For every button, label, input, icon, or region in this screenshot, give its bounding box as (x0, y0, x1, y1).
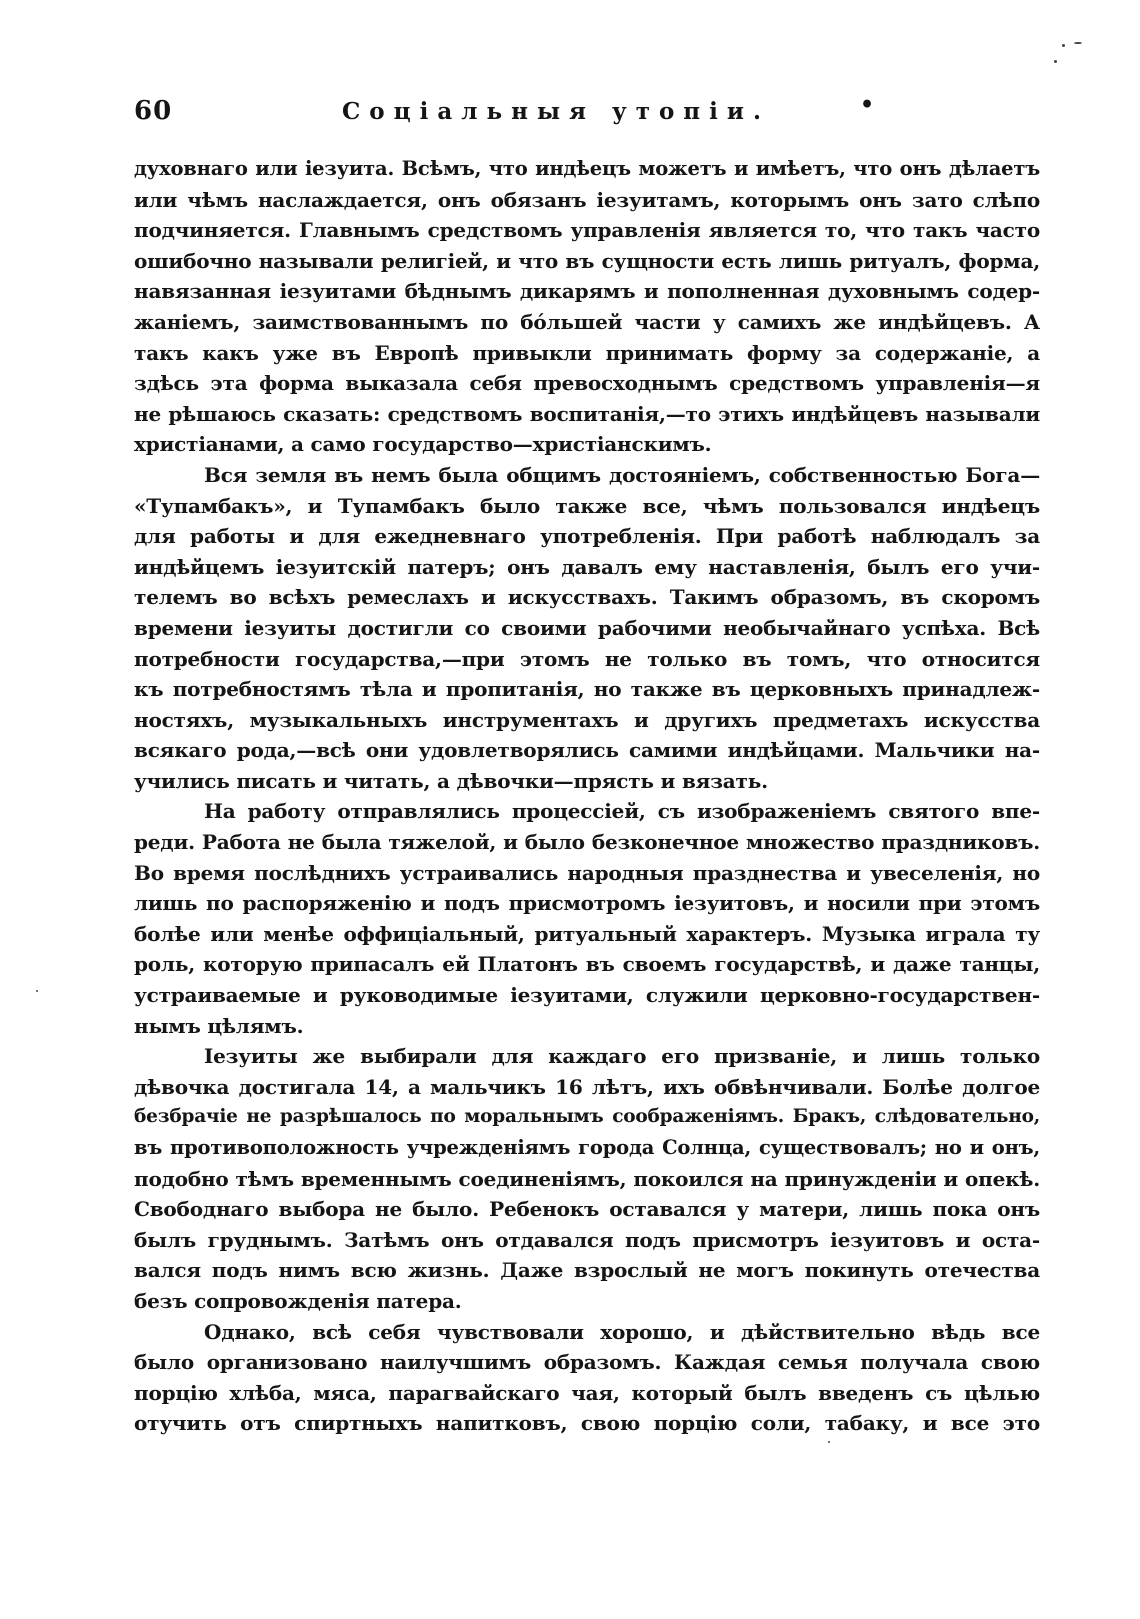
text-line: жаніемъ, заимствованнымъ по бóльшей части у самихъ же индѣйцевъ. А (134, 309, 1040, 334)
text-line: нымъ цѣлямъ. (134, 1013, 304, 1038)
text-line: не рѣшаюсь сказать: средствомъ воспитанія,—то этихъ индѣйцевъ называли (134, 401, 1040, 426)
running-title: Соціальныя утопіи. (342, 98, 770, 125)
text-line: вался подъ нимъ всю жизнь. Даже взрослый не могъ покинуть отечества (134, 1258, 1040, 1283)
text-line: безбрачіе не разрѣшалось по моральнымъ соображеніямъ. Бракъ, слѣдовательно, (134, 1106, 1040, 1128)
ink-dot: • (860, 92, 875, 118)
text-line: духовнаго или іезуита. Всѣмъ, что индѣецъ можетъ и имѣетъ, что онъ дѣлаетъ (134, 157, 1040, 180)
text-line: устраиваемые и руководимые іезуитами, служили церковно-государствен- (134, 983, 1040, 1008)
paragraph-start: Іезуиты же выбирали для каждаго его призваніе, и лишь только (204, 1044, 1040, 1069)
paragraph-start: Вся земля въ немъ была общимъ достояніемъ, собственностью Бога— (204, 462, 1040, 487)
paragraph-start: На работу отправлялись процессіей, съ изображеніемъ святого впе- (204, 799, 1040, 824)
text-line: времени іезуиты достигли со своими рабочими необычайнаго успѣха. Всѣ (134, 615, 1040, 640)
text-line: навязанная іезуитами бѣднымъ дикарямъ и пополненная духовнымъ содер- (134, 279, 1040, 304)
text-line: дѣвочка достигала 14, а мальчикъ 16 лѣтъ, ихъ обвѣнчивали. Болѣе долгое (134, 1074, 1040, 1099)
text-line: ошибочно называли религіей, и что въ сущности есть лишь ритуалъ, форма, (134, 248, 1040, 273)
text-line: здѣсь эта форма выказала себя превосходнымъ средствомъ управленія—я (134, 371, 1040, 396)
scan-speck (828, 1441, 830, 1443)
text-line: всякаго рода,—всѣ они удовлетворялись самими индѣйцами. Мальчики на- (134, 738, 1040, 763)
text-line: былъ груднымъ. Затѣмъ онъ отдавался подъ присмотръ іезуитовъ и оста- (134, 1227, 1040, 1252)
scan-speck (1062, 44, 1065, 47)
text-line: или чѣмъ наслаждается, онъ обязанъ іезуитамъ, которымъ онъ зато слѣпо (134, 187, 1040, 212)
page-header (134, 92, 934, 136)
text-line: было организовано наилучшимъ образомъ. Каждая семья получала свою (134, 1350, 1040, 1375)
text-line: подобно тѣмъ временнымъ соединеніямъ, покоился на принужденіи и опекѣ. (134, 1166, 1040, 1191)
text-line: христіанами, а само государство—христіанскимъ. (134, 432, 712, 457)
text-line: телемъ во всѣхъ ремеслахъ и искусствахъ. Такимъ образомъ, въ скоромъ (134, 585, 1040, 610)
text-line: къ потребностямъ тѣла и пропитанія, но также въ церковныхъ принадлеж- (134, 677, 1040, 702)
text-line: порцію хлѣба, мяса, парагвайскаго чая, который былъ введенъ съ цѣлью (134, 1380, 1040, 1405)
text-line: роль, которую припасалъ ей Платонъ въ своемъ государствѣ, и даже танцы, (134, 952, 1040, 977)
text-line: для работы и для ежедневнаго употребленія. При работѣ наблюдалъ за (134, 524, 1040, 549)
text-line: потребности государства,—при этомъ не только въ томъ, что относится (134, 646, 1040, 671)
text-line: такъ какъ уже въ Европѣ привыкли принимать форму за содержаніе, а (134, 340, 1040, 365)
text-line: «Тупамбакъ», и Тупамбакъ было также все, чѣмъ пользовался индѣецъ (134, 493, 1040, 518)
text-line: отучить отъ спиртныхъ напитковъ, свою порцію соли, табаку, и все это (134, 1411, 1040, 1436)
paragraph-start: Однако, всѣ себя чувствовали хорошо, и дѣйствительно вѣдь все (204, 1319, 1040, 1344)
text-line: болѣе или менѣе оффиціальный, ритуальный характеръ. Музыка играла ту (134, 921, 1040, 946)
scan-speck (1074, 42, 1082, 44)
text-line: безъ сопровожденія патера. (134, 1288, 462, 1313)
scan-speck (36, 990, 38, 992)
text-line: ностяхъ, музыкальныхъ инструментахъ и другихъ предметахъ искусства (134, 707, 1040, 732)
text-line: реди. Работа не была тяжелой, и было безконечное множество праздниковъ. (134, 830, 1040, 855)
text-line: лишь по распоряженію и подъ присмотромъ іезуитовъ, и носили при этомъ (134, 891, 1040, 916)
page-number: 60 (134, 96, 173, 126)
text-line: въ противоположность учрежденіямъ города Солнца, существовалъ; но и онъ, (134, 1136, 1040, 1159)
text-line: подчиняется. Главнымъ средствомъ управленія является то, что такъ часто (134, 218, 1040, 243)
text-line: Свободнаго выбора не было. Ребенокъ оставался у матери, лишь пока онъ (134, 1197, 1040, 1222)
text-line: индѣйцемъ іезуитскій патеръ; онъ давалъ ему наставленія, былъ его учи- (134, 554, 1040, 579)
text-line: учились писать и читать, а дѣвочки—прясть и вязать. (134, 768, 768, 793)
body-text (134, 154, 1040, 1439)
text-line: Во время послѣднихъ устраивались народныя празднества и увеселенія, но (134, 860, 1040, 885)
scan-speck (1054, 60, 1057, 63)
